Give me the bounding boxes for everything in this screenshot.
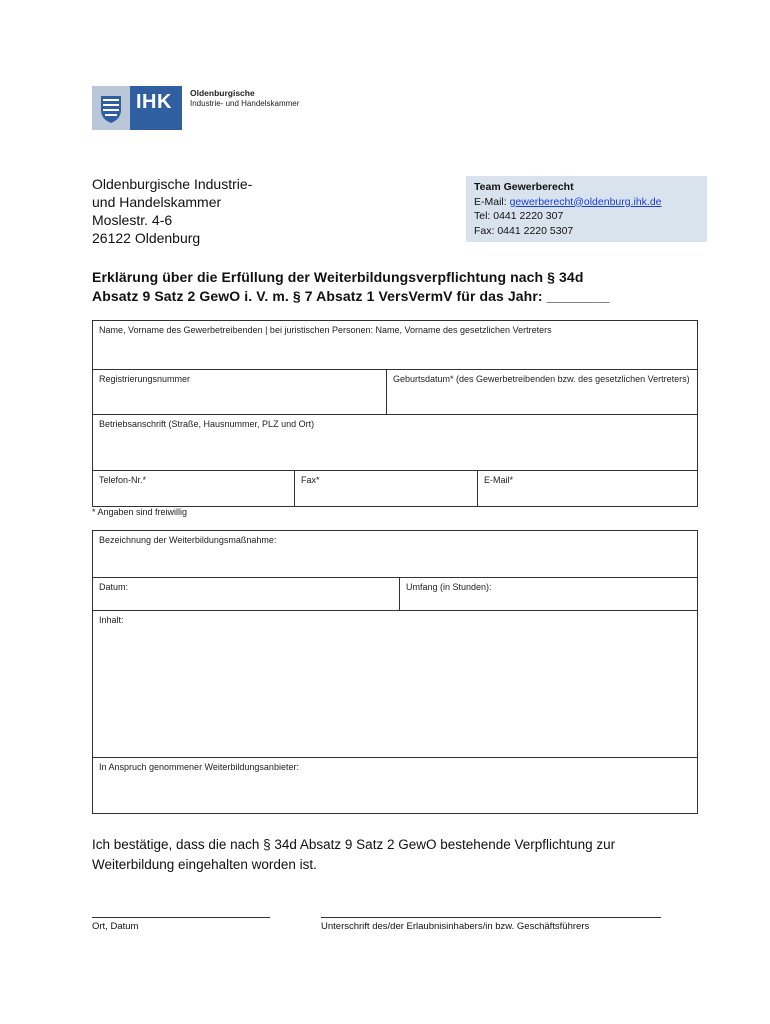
crest-icon [92, 86, 130, 130]
place-date-line[interactable] [92, 917, 270, 918]
logo-chamber-name [182, 86, 299, 130]
ihk-wordmark: IHK [130, 86, 182, 130]
address-line4: 26122 Oldenburg [92, 230, 201, 246]
address-line3: Moslestr. 4-6 [92, 212, 173, 228]
course-content-label: Inhalt: [99, 615, 124, 625]
email-field[interactable] [477, 470, 698, 507]
business-address-label: Betriebsanschrift (Straße, Hausnummer, PLZ und Ort) [99, 419, 315, 429]
address-line2: und Handelskammer [92, 194, 222, 210]
contact-fax: Fax: 0441 2220 5307 [474, 224, 574, 237]
business-address-field[interactable] [92, 414, 698, 471]
logo-line1: Oldenburgische [190, 88, 255, 98]
course-name-field[interactable] [92, 530, 698, 578]
place-date-label: Ort, Datum [92, 921, 139, 932]
fax-field[interactable] [294, 470, 478, 507]
course-hours-field[interactable] [399, 577, 698, 611]
contact-team: Team Gewerberecht [474, 181, 574, 193]
name-field[interactable] [92, 320, 698, 370]
page-title [92, 268, 692, 306]
contact-box [466, 176, 707, 242]
ihk-logo [92, 86, 299, 130]
signature-label: Unterschrift des/der Erlaubnisinhabers/in bzw. Geschäftsführers [321, 921, 590, 932]
email-field-label: E-Mail* [484, 475, 514, 485]
confirmation-line1: Ich bestätige, dass die nach § 34d Absatz 9 Satz 2 GewO bestehende Verpflichtung zur [92, 837, 616, 852]
title-line1: Erklärung über die Erfüllung der Weiterbildungsverpflichtung nach § 34d [92, 269, 584, 285]
provider-label: In Anspruch genommener Weiterbildungsanbieter: [99, 762, 299, 772]
phone-field[interactable] [92, 470, 295, 507]
email-label: E-Mail: [474, 195, 510, 208]
course-date-label: Datum: [99, 582, 129, 592]
optional-note: * Angaben sind freiwillig [92, 507, 188, 517]
address-line1: Oldenburgische Industrie- [92, 176, 253, 192]
provider-field[interactable] [92, 757, 698, 814]
course-date-field[interactable] [92, 577, 400, 611]
course-content-field[interactable] [92, 610, 698, 758]
name-field-label: Name, Vorname des Gewerbetreibenden | bei juristischen Personen: Name, Vorname des gesetzlichen Vertreters [99, 325, 552, 335]
contact-tel: Tel: 0441 2220 307 [474, 210, 564, 222]
contact-email-row [474, 195, 699, 210]
sender-address [92, 175, 252, 247]
contact-email-link[interactable]: gewerberecht@oldenburg.ihk.de [509, 195, 662, 208]
birthdate-field[interactable] [386, 369, 698, 415]
course-name-label: Bezeichnung der Weiterbildungsmaßnahme: [99, 535, 277, 545]
logo-line2: Industrie- und Handelskammer [190, 99, 300, 108]
fax-label: Fax* [301, 475, 320, 485]
birthdate-label: Geburtsdatum* (des Gewerbetreibenden bzw. des gesetzlichen Vertreters) [393, 374, 690, 384]
registration-number-label: Registrierungsnummer [99, 374, 191, 384]
course-hours-label: Umfang (in Stunden): [406, 582, 492, 592]
signature-line[interactable] [321, 917, 661, 918]
confirmation-line2: Weiterbildung eingehalten worden ist. [92, 857, 317, 872]
phone-label: Telefon-Nr.* [99, 475, 147, 485]
registration-number-field[interactable] [92, 369, 387, 415]
confirmation-text [92, 835, 692, 875]
title-line2: Absatz 9 Satz 2 GewO i. V. m. § 7 Absatz 1 VersVermV für das Jahr: ________ [92, 288, 610, 304]
